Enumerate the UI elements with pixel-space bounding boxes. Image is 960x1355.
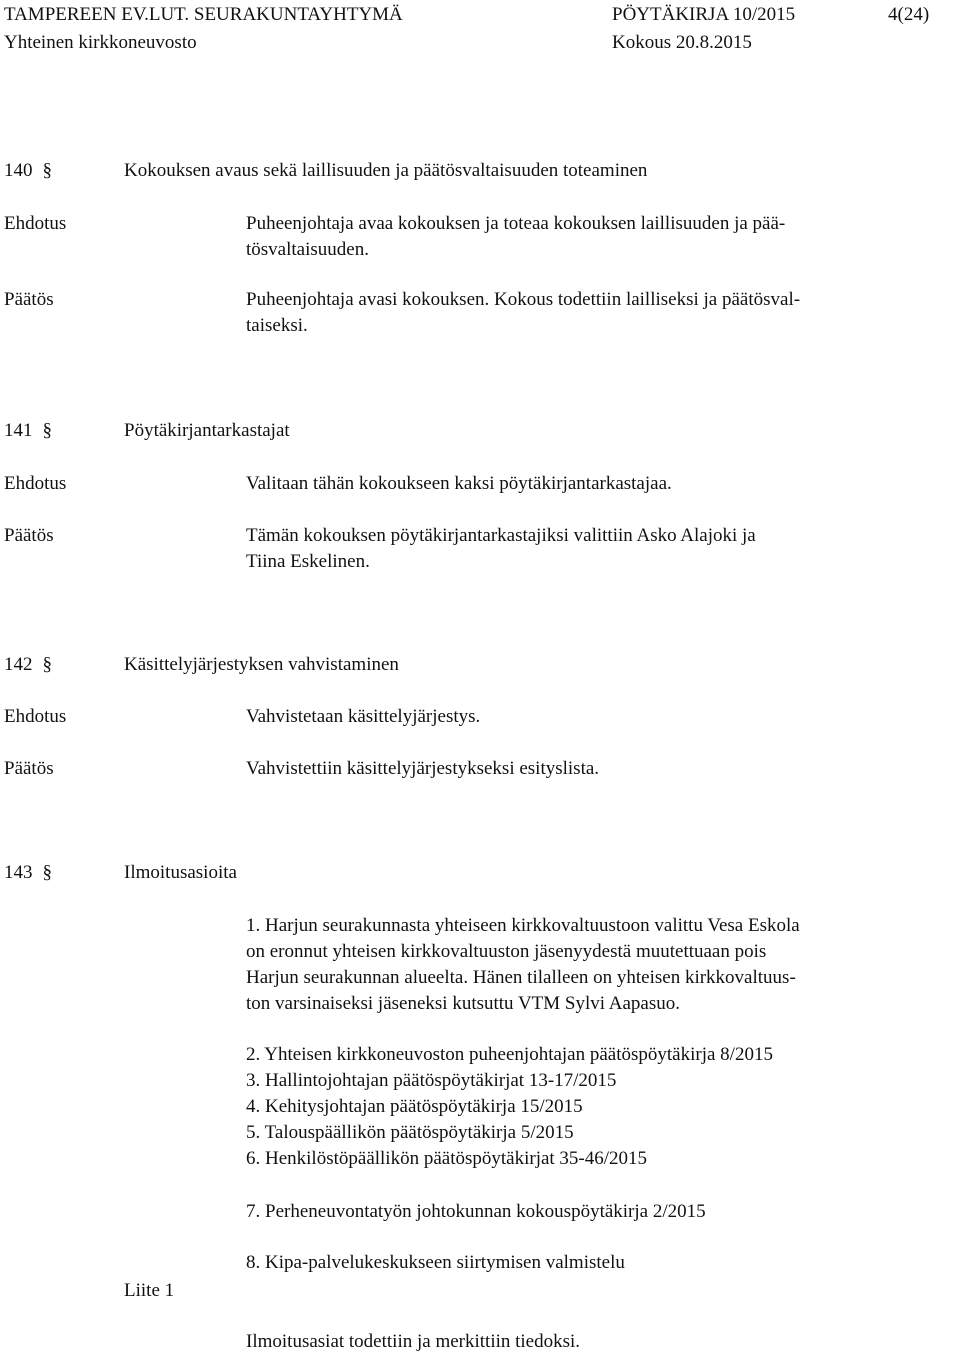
section-sign: § [42, 420, 52, 441]
header-page: 4(24) [888, 4, 930, 25]
notice-item: 3. Hallintojohtajan päätöspöytäkirjat 13-17/2015 [246, 1070, 617, 1091]
decision-text: Puheenjohtaja avasi kokouksen. Kokous todettiin lailliseksi ja päätösval- [246, 289, 801, 310]
header-body: Yhteinen kirkkoneuvosto [4, 32, 197, 53]
conclusion-text: Ilmoitusasiat todettiin ja merkittiin tiedoksi. [246, 1331, 581, 1352]
decision-text: Vahvistettiin käsittelyjärjestykseksi esityslista. [246, 758, 600, 779]
header-doc: PÖYTÄKIRJA 10/2015 [612, 4, 796, 25]
section-number: 141 [4, 420, 33, 441]
section-141-heading [4, 420, 52, 442]
section-143-heading [4, 862, 52, 884]
proposal-text: Puheenjohtaja avaa kokouksen ja toteaa kokouksen laillisuuden ja pää- [246, 213, 786, 234]
decision-text: taiseksi. [246, 315, 308, 336]
section-sign: § [42, 862, 52, 883]
notice-item: 6. Henkilöstöpäällikön päätöspöytäkirjat 35-46/2015 [246, 1148, 648, 1169]
attachment-label: Liite 1 [124, 1280, 175, 1301]
notice-item: 2. Yhteisen kirkkoneuvoston puheenjohtajan päätöspöytäkirja 8/2015 [246, 1044, 773, 1065]
decision-label: Päätös [4, 758, 54, 779]
decision-label: Päätös [4, 289, 54, 310]
proposal-label: Ehdotus [4, 213, 67, 234]
proposal-text: Valitaan tähän kokoukseen kaksi pöytäkirjantarkastajaa. [246, 473, 672, 494]
decision-label: Päätös [4, 525, 54, 546]
proposal-text: tösvaltaisuuden. [246, 239, 369, 260]
notice-item: Harjun seurakunnan alueelta. Hänen tilalleen on yhteisen kirkkovaltuus- [246, 967, 796, 988]
header-meeting: Kokous 20.8.2015 [612, 32, 752, 53]
section-sign: § [42, 654, 52, 675]
decision-text: Tiina Eskelinen. [246, 551, 370, 572]
proposal-label: Ehdotus [4, 706, 67, 727]
notice-item: 5. Talouspäällikön päätöspöytäkirja 5/2015 [246, 1122, 574, 1143]
notice-item: 4. Kehitysjohtajan päätöspöytäkirja 15/2015 [246, 1096, 583, 1117]
section-title: Pöytäkirjantarkastajat [124, 420, 290, 441]
section-number: 140 [4, 160, 33, 181]
notice-item: on eronnut yhteisen kirkkovaltuuston jäsenyydestä muutettuaan pois [246, 941, 767, 962]
proposal-text: Vahvistetaan käsittelyjärjestys. [246, 706, 481, 727]
proposal-label: Ehdotus [4, 473, 67, 494]
notice-item: 8. Kipa-palvelukeskukseen siirtymisen valmistelu [246, 1252, 625, 1273]
section-142-heading [4, 654, 52, 676]
notice-item: ton varsinaiseksi jäseneksi kutsuttu VTM Sylvi Aapasuo. [246, 993, 680, 1014]
section-140-heading [4, 160, 52, 182]
section-number: 142 [4, 654, 33, 675]
decision-text: Tämän kokouksen pöytäkirjantarkastajiksi valittiin Asko Alajoki ja [246, 525, 756, 546]
section-title: Käsittelyjärjestyksen vahvistaminen [124, 654, 399, 675]
section-number: 143 [4, 862, 33, 883]
section-title: Kokouksen avaus sekä laillisuuden ja päätösvaltaisuuden toteaminen [124, 160, 648, 181]
section-sign: § [42, 160, 52, 181]
section-title: Ilmoitusasioita [124, 862, 237, 883]
notice-item: 1. Harjun seurakunnasta yhteiseen kirkkovaltuustoon valittu Vesa Eskola [246, 915, 800, 936]
header-org: TAMPEREEN EV.LUT. SEURAKUNTAYHTYMÄ [4, 4, 403, 25]
notice-item: 7. Perheneuvontatyön johtokunnan kokouspöytäkirja 2/2015 [246, 1201, 706, 1222]
